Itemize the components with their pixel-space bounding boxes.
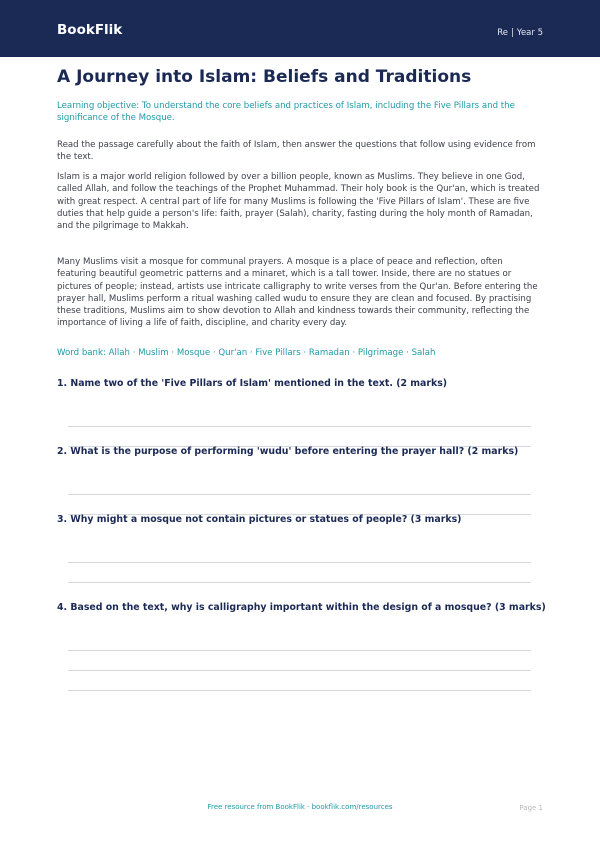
question-3: 3. Why might a mosque not contain pictures or statues of people? (3 marks) [57, 514, 462, 525]
reading-instructions: Read the passage carefully about the faith of Islam, then answer the questions that follow using evidence from the text. [57, 140, 536, 163]
passage-paragraph: Islam is a major world religion followed by over a billion people, known as Muslims. They believe in one God, called Allah, and follow the teachings of the Prophet Muhammad. Their holy book is the Qur'an, which is treated with great respect. A central part of life for many Muslims is following the 'Five Pillars of Islam'. These are five duties that help guide a person's life: faith, prayer (Salah), charity, fasting during the holy month of Ramadan, and the pilgrimage to Makkah. [57, 172, 540, 232]
question-4: 4. Based on the text, why is calligraphy important within the design of a mosque? (3 marks) [57, 602, 546, 613]
year-label: Year 5 [516, 28, 543, 38]
subject-label: Re [497, 28, 509, 38]
answer-line[interactable] [68, 670, 531, 671]
worksheet-title: A Journey into Islam: Beliefs and Traditions [57, 67, 472, 87]
passage-paragraph: Many Muslims visit a mosque for communal prayers. A mosque is a place of peace and reflection, often featuring beautiful geometric patterns and a minaret, which is a tall tower. Inside, there are no statues or pictures of people; instead, artists use intricate calligraphy to write verses from the Qur'an. Before entering the prayer hall, Muslims perform a ritual washing called wudu to ensure they are clean and focused. By practising these traditions, Muslims aim to show devotion to Allah and kindness towards their community, reflecting the importance of living a life of faith, discipline, and charity every day. [57, 257, 538, 329]
subject-year-label [497, 27, 543, 39]
answer-line[interactable] [68, 650, 531, 651]
answer-line[interactable] [68, 426, 531, 427]
page-number: Page 1 [519, 804, 543, 812]
answer-line[interactable] [68, 582, 531, 583]
footer-credit: Free resource from BookFlik · bookflik.com/resources [207, 803, 393, 811]
meta-separator: | [511, 28, 514, 38]
learning-objective: Learning objective: To understand the core beliefs and practices of Islam, including the Five Pillars and the significance of the Mosque. [57, 101, 515, 124]
question-2: 2. What is the purpose of performing 'wudu' before entering the prayer hall? (2 marks) [57, 446, 519, 457]
brand-logo-text: BookFlik [57, 22, 123, 38]
page-header [0, 0, 600, 57]
word-bank: Word bank: Allah · Muslim · Mosque · Qur'an · Five Pillars · Ramadan · Pilgrimage · Salah [57, 348, 436, 358]
answer-line[interactable] [68, 494, 531, 495]
question-1: 1. Name two of the 'Five Pillars of Islam' mentioned in the text. (2 marks) [57, 378, 448, 389]
answer-line[interactable] [68, 690, 531, 691]
answer-line[interactable] [68, 562, 531, 563]
